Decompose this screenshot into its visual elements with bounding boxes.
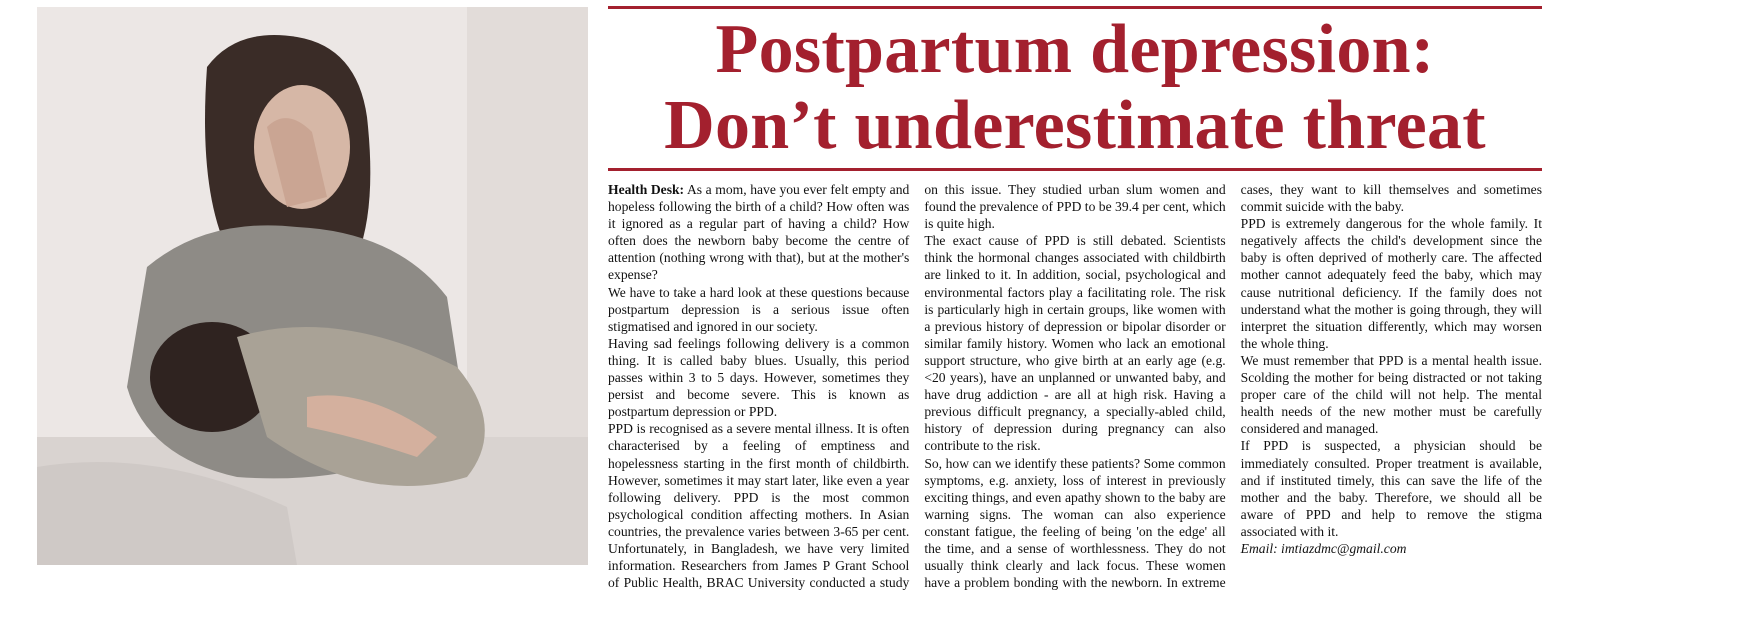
headline-line-2: Don’t underestimate threat <box>664 87 1486 164</box>
photo-illustration <box>37 7 588 565</box>
paragraph: If PPD is suspected, a physician should be immediately consulted. Proper treatment is available, and if instituted timely, this can save the life of the mother and the baby. Therefore, we should all be aware of PPD and help to remove the stigma associated with it. <box>1240 438 1542 539</box>
paragraph: We must remember that PPD is a mental health issue. Scolding the mother for being distracted or not taking proper care of the child will not help. The mental health needs of the new mother must be carefully considered and managed. <box>1240 352 1542 437</box>
paragraph: We have to take a hard look at these questions because postpartum depression is a serious issue often stigmatised and ignored in our society. <box>608 284 910 334</box>
paragraph: The exact cause of PPD is still debated. Scientists think the hormonal changes associated with childbirth are linked to it. In addition, social, psychological and environmental factors play a facilitating role. The risk is particularly high in certain groups, like women with a previous history of depression or bipolar disorder or similar family history. Women who lack an emotional support structure, who give birth at an early age (e.g. <20 years), have an unplanned or unwanted baby, and have drug addiction - are all at high risk. Having a previous difficult pregnancy, a specially-abled child, history of depression during pregnancy can also contribute to the risk. <box>924 233 1226 454</box>
paragraph: So, how can we identify these patients? Some common symptoms, e.g. anxiety, loss of interest in previously exciting things, and even apathy shown to the baby are warning signs. The woman can also experience constant fatigue, the feeling of being 'on the edge' all the time, and a sense of worthlessness. They do not usually think clearly and lack focus. These women have a problem bonding with the newborn. In extreme cases, they want to kill themselves and sometimes commit suicide with the baby. <box>924 182 1542 591</box>
paragraph <box>608 181 909 284</box>
byline-label: Health Desk: <box>608 182 685 197</box>
paragraph: PPD is recognised as a severe mental illness. It is often characterised by a feeling of emptiness and hopelessness starting in the first month of childbirth. However, sometimes it may start later, like even a year following delivery. PPD is the most common psychological condition affecting mothers. In Asian countries, the prevalence varies between 3-65 per cent. Unfortunately, in Bangladesh, we have very limited information. Researchers from James P Grant School of Public Health, BRAC University conducted a study on this issue. They studied urban slum women and found the prevalence of PPD to be 39.4 per cent, which is quite high. <box>608 182 1226 591</box>
author-email: Email: imtiazdmc@gmail.com <box>1240 540 1407 556</box>
article-body <box>608 181 1542 591</box>
headline-bottom-rule <box>608 168 1542 171</box>
top-rule <box>608 6 1542 9</box>
headline-line-1: Postpartum depression: <box>715 11 1435 88</box>
paragraph-text: As a mom, have you ever felt empty and hopeless following the birth of a child? How often was it ignored as a regular part of having a child? How often does the newborn baby become the centre of attention (nothing wrong with that), but at the mother's expense? <box>608 182 910 283</box>
paragraph: Having sad feelings following delivery is a common thing. It is called baby blues. Usually, this period passes within 3 to 5 days. However, sometimes they persist and become severe. This is known as postpartum depression or PPD. <box>608 335 910 420</box>
article-photo-mother-with-baby <box>37 7 588 565</box>
paragraph: PPD is extremely dangerous for the whole family. It negatively affects the child's development since the baby is often deprived of motherly care. The affected mother cannot adequately feed the baby, which may cause nutritional deficiency. If the family does not understand what the mother is going through, they will interpret the situation differently, which may worsen the whole thing. <box>1240 216 1542 351</box>
headline <box>608 12 1542 164</box>
